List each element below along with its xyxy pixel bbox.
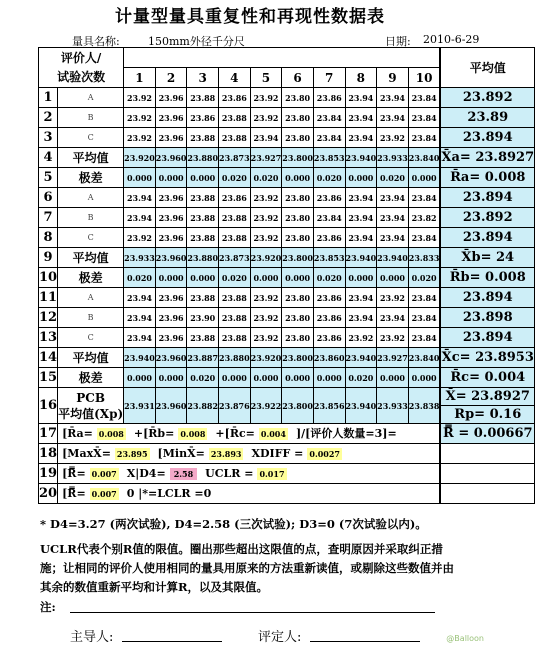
formula-value: 23.895 [116, 449, 148, 459]
formula-value: 0.008 [98, 429, 124, 439]
data-cell: 23.92 [377, 128, 409, 148]
table-row [39, 308, 535, 328]
data-cell: 0.020 [408, 268, 440, 288]
data-cell: 0.000 [408, 368, 440, 388]
row-index: 18 [39, 444, 58, 464]
data-cell: 23.838 [408, 388, 440, 424]
table-row [39, 388, 535, 406]
data-cell: 23.86 [313, 228, 345, 248]
row-index: 17 [39, 424, 58, 444]
average-header: 平均值 [441, 48, 535, 88]
data-cell: 23.94 [377, 88, 409, 108]
data-cell: 23.940 [345, 388, 377, 424]
data-cell: 23.94 [377, 308, 409, 328]
data-cell: 0.020 [377, 168, 409, 188]
data-cell: 0.020 [250, 168, 282, 188]
data-cell: 23.84 [408, 308, 440, 328]
data-cell: 23.876 [219, 388, 251, 424]
data-cell: 23.880 [187, 148, 219, 168]
data-cell: 23.933 [377, 148, 409, 168]
row-summary: 23.89 [441, 108, 535, 128]
formula-row [39, 464, 535, 484]
data-cell: 23.92 [250, 308, 282, 328]
data-cell: 23.94 [345, 188, 377, 208]
row-index: 1 [39, 88, 58, 108]
row-index: 7 [39, 208, 58, 228]
note-line [70, 612, 435, 613]
data-cell: 23.940 [345, 348, 377, 368]
appraiser-letter: B [58, 308, 124, 328]
data-cell: 23.80 [282, 308, 314, 328]
row-index: 5 [39, 168, 58, 188]
data-cell: 23.927 [250, 148, 282, 168]
data-cell: 23.96 [155, 128, 187, 148]
data-cell: 23.80 [282, 108, 314, 128]
data-cell: 0.000 [124, 168, 156, 188]
data-cell: 23.92 [250, 328, 282, 348]
formula-row [39, 424, 535, 444]
data-cell: 23.88 [219, 128, 251, 148]
data-cell: 23.873 [219, 148, 251, 168]
data-cell: 23.882 [187, 388, 219, 424]
formula-value: 0.008 [180, 429, 206, 439]
data-cell: 0.000 [282, 268, 314, 288]
row-index: 13 [39, 328, 58, 348]
formula-label: XDIFF = [251, 447, 304, 460]
column-header: 3 [187, 68, 219, 88]
data-cell: 23.92 [377, 328, 409, 348]
row-index: 2 [39, 108, 58, 128]
data-cell: 23.853 [313, 148, 345, 168]
formula-cell [58, 424, 440, 444]
column-header: 10 [408, 68, 440, 88]
row-index: 4 [39, 148, 58, 168]
row-index: 19 [39, 464, 58, 484]
data-cell: 0.000 [377, 268, 409, 288]
data-cell: 23.92 [250, 208, 282, 228]
data-cell: 0.000 [155, 168, 187, 188]
data-cell: 23.86 [313, 88, 345, 108]
data-cell: 23.84 [408, 288, 440, 308]
formula-value: 23.893 [210, 449, 242, 459]
appraiser-letter: C [58, 228, 124, 248]
data-cell: 23.94 [124, 288, 156, 308]
row-summary: 23.892 [441, 208, 535, 228]
appraiser-letter: A [58, 88, 124, 108]
data-cell: 23.92 [250, 228, 282, 248]
data-cell: 23.84 [408, 328, 440, 348]
data-cell: 23.840 [408, 348, 440, 368]
row-label: 平均值 [58, 248, 124, 268]
average-range: R̿ = 0.00667 [441, 424, 535, 444]
table-row [39, 168, 535, 188]
data-cell: 23.96 [155, 88, 187, 108]
data-cell: 23.80 [282, 208, 314, 228]
row-summary: R̄c= 0.004 [441, 368, 535, 388]
formula-value: 0.007 [91, 489, 117, 499]
data-cell: 23.90 [187, 308, 219, 328]
data-cell: 23.922 [250, 388, 282, 424]
data-cell: 23.92 [124, 128, 156, 148]
row-summary: X̄c= 23.8953 [441, 348, 535, 368]
formula-label: [R̄a= [62, 427, 93, 440]
data-cell: 0.000 [313, 368, 345, 388]
table-row [39, 148, 535, 168]
data-cell: 23.960 [155, 248, 187, 268]
data-cell: 23.920 [124, 148, 156, 168]
table-row [39, 288, 535, 308]
column-header: 7 [313, 68, 345, 88]
data-cell: 0.000 [250, 268, 282, 288]
data-cell: 0.020 [124, 268, 156, 288]
evaluator-label: 评定人: [258, 630, 302, 645]
row-index: 8 [39, 228, 58, 248]
table-row [39, 368, 535, 388]
supervisor-line [122, 641, 222, 642]
pcb-label: PCB [76, 390, 105, 405]
data-cell: 23.96 [155, 308, 187, 328]
row-summary: 23.894 [441, 228, 535, 248]
data-cell: 23.92 [345, 328, 377, 348]
data-cell: 23.94 [345, 88, 377, 108]
row-summary: 23.894 [441, 188, 535, 208]
data-cell: 23.800 [282, 148, 314, 168]
data-cell: 23.84 [408, 188, 440, 208]
data-cell: 0.000 [155, 368, 187, 388]
row-index: 11 [39, 288, 58, 308]
gauge-name-label: 量具名称: [72, 35, 120, 48]
row-index: 12 [39, 308, 58, 328]
data-cell: 0.020 [313, 168, 345, 188]
formula-row [39, 444, 535, 464]
data-cell: 23.840 [408, 148, 440, 168]
row-label: 平均值 [58, 348, 124, 368]
data-cell: 0.000 [187, 168, 219, 188]
data-cell: 23.92 [124, 108, 156, 128]
data-cell: 23.82 [408, 208, 440, 228]
trials-header: 试验次数 [39, 68, 124, 88]
column-header: 1 [124, 68, 156, 88]
table-row [39, 348, 535, 368]
data-cell: 23.88 [219, 328, 251, 348]
data-cell: 23.96 [155, 288, 187, 308]
data-cell: 23.933 [377, 388, 409, 424]
data-cell: 23.84 [313, 128, 345, 148]
data-cell: 0.000 [250, 368, 282, 388]
data-cell: 23.84 [313, 208, 345, 228]
formula-label: 0 |*=LCLR =0 [126, 487, 212, 500]
data-cell: 23.88 [219, 288, 251, 308]
formula-value: 0.0027 [309, 449, 340, 459]
data-cell: 23.856 [313, 388, 345, 424]
row-index: 15 [39, 368, 58, 388]
page-title: 计量型量具重复性和再现性数据表 [115, 7, 385, 27]
data-cell: 0.000 [219, 368, 251, 388]
row-label: 平均值 [58, 148, 124, 168]
row-summary: R̄b= 0.008 [441, 268, 535, 288]
data-cell: 23.94 [124, 328, 156, 348]
data-cell: 23.94 [345, 288, 377, 308]
formula-value: 0.004 [260, 429, 286, 439]
data-cell: 23.880 [219, 348, 251, 368]
data-cell: 0.020 [219, 168, 251, 188]
data-cell: 23.88 [187, 328, 219, 348]
appraiser-letter: A [58, 288, 124, 308]
data-cell: 23.94 [345, 128, 377, 148]
row-index: 10 [39, 268, 58, 288]
evaluator-line [310, 641, 420, 642]
data-cell: 0.000 [155, 268, 187, 288]
data-cell: 23.84 [408, 128, 440, 148]
data-cell: 0.000 [282, 368, 314, 388]
data-cell: 23.80 [282, 88, 314, 108]
appraiser-letter: C [58, 128, 124, 148]
gauge-name-value: 150mm外径千分尺 [148, 35, 245, 48]
data-cell: 23.86 [313, 288, 345, 308]
data-cell: 23.86 [219, 188, 251, 208]
data-cell: 23.86 [313, 188, 345, 208]
data-cell: 23.80 [282, 288, 314, 308]
data-cell: 23.88 [187, 88, 219, 108]
watermark-logo: @Balloon [446, 634, 484, 643]
formula-label: ]/[评价人数量=3]= [295, 427, 397, 440]
row-index: 3 [39, 128, 58, 148]
appraiser-letter: A [58, 188, 124, 208]
data-cell: 23.94 [250, 128, 282, 148]
ucl-note-line-2: 施；让相同的评价人使用相同的量具用原来的方法重新读值，或剔除这些数值并由 [40, 561, 454, 575]
ucl-note-line-1: UCLR代表个别R值的限值。圈出那些超出这限值的点，查明原因并采取纠正措 [40, 542, 443, 556]
data-cell: 23.88 [187, 288, 219, 308]
row-label: 极差 [58, 168, 124, 188]
formula-cell [58, 444, 440, 464]
data-cell: 23.94 [124, 188, 156, 208]
data-cell: 23.80 [282, 188, 314, 208]
data-cell: 23.96 [155, 328, 187, 348]
column-header: 6 [282, 68, 314, 88]
table-row [39, 88, 535, 108]
formula-label: [R̿= [62, 467, 86, 480]
row-summary: X̄a= 23.8927 [441, 148, 535, 168]
row-summary: 23.894 [441, 128, 535, 148]
formula-cell [58, 484, 440, 504]
data-cell: 23.92 [124, 228, 156, 248]
grand-average: X̄= 23.8927 [441, 388, 535, 406]
data-cell: 0.020 [187, 368, 219, 388]
data-cell: 23.84 [408, 108, 440, 128]
table-row [39, 208, 535, 228]
data-cell: 23.880 [187, 248, 219, 268]
data-cell: 23.86 [187, 108, 219, 128]
data-cell: 23.94 [377, 208, 409, 228]
data-cell: 23.80 [282, 328, 314, 348]
column-header: 2 [155, 68, 187, 88]
data-cell: 23.940 [345, 148, 377, 168]
data-cell: 23.96 [155, 228, 187, 248]
data-cell: 23.94 [345, 108, 377, 128]
date-label: 日期: [385, 35, 411, 48]
formula-label: UCLR = [205, 467, 254, 480]
row-index: 20 [39, 484, 58, 504]
data-cell: 23.960 [155, 348, 187, 368]
data-cell: 23.80 [282, 128, 314, 148]
formula-label: [MinX̄= [157, 447, 205, 460]
part-range: Rp= 0.16 [441, 406, 535, 424]
data-cell: 23.88 [187, 208, 219, 228]
data-cell: 23.931 [124, 388, 156, 424]
data-cell: 23.86 [313, 328, 345, 348]
d-factor-note: * D4=3.27 (两次试验), D4=2.58 (三次试验); D3=0 (7次试验以内)。 [40, 517, 427, 531]
data-cell: 23.960 [155, 388, 187, 424]
formula-value: 2.58 [170, 468, 197, 480]
data-cell: 23.94 [124, 308, 156, 328]
table-row [39, 328, 535, 348]
data-cell: 23.92 [250, 188, 282, 208]
data-cell: 23.92 [250, 288, 282, 308]
data-cell: 23.92 [377, 288, 409, 308]
appraiser-letter: B [58, 208, 124, 228]
data-cell: 0.020 [219, 268, 251, 288]
data-table [38, 47, 535, 504]
data-cell: 23.800 [282, 348, 314, 368]
data-cell: 23.94 [345, 208, 377, 228]
data-cell: 23.933 [124, 248, 156, 268]
table-row [39, 188, 535, 208]
data-cell: 23.833 [408, 248, 440, 268]
data-cell: 23.94 [345, 308, 377, 328]
data-cell: 23.84 [313, 108, 345, 128]
data-cell: 23.84 [408, 88, 440, 108]
data-cell: 23.88 [187, 228, 219, 248]
data-cell: 23.960 [155, 148, 187, 168]
data-cell: 23.88 [219, 308, 251, 328]
data-cell: 23.94 [377, 228, 409, 248]
data-cell: 23.94 [345, 228, 377, 248]
row-summary: 23.894 [441, 328, 535, 348]
data-cell: 23.86 [313, 308, 345, 328]
formula-value: 0.017 [259, 469, 285, 479]
row-index: 9 [39, 248, 58, 268]
table-row [39, 108, 535, 128]
data-cell: 23.96 [155, 208, 187, 228]
appraiser-letter: B [58, 108, 124, 128]
table-row [39, 268, 535, 288]
data-cell: 23.96 [155, 108, 187, 128]
data-cell: 0.000 [377, 368, 409, 388]
note-label: 注: [40, 600, 56, 614]
data-cell: 23.940 [377, 248, 409, 268]
data-cell: 23.94 [377, 108, 409, 128]
data-cell: 23.94 [377, 188, 409, 208]
data-cell: 23.88 [187, 188, 219, 208]
date-value: 2010-6-29 [423, 33, 480, 46]
table-row [39, 128, 535, 148]
data-cell: 23.88 [219, 208, 251, 228]
data-cell: 0.020 [345, 368, 377, 388]
row-summary: 23.892 [441, 88, 535, 108]
data-cell: 23.86 [219, 88, 251, 108]
data-cell: 23.84 [408, 228, 440, 248]
formula-label: X|D4= [126, 467, 166, 480]
data-cell: 23.860 [313, 348, 345, 368]
data-cell: 23.940 [124, 348, 156, 368]
data-cell: 23.887 [187, 348, 219, 368]
table-row [39, 228, 535, 248]
data-cell: 23.92 [250, 88, 282, 108]
data-cell: 23.96 [155, 188, 187, 208]
data-cell: 23.88 [219, 108, 251, 128]
formula-label: [MaxX̄= [62, 447, 111, 460]
data-cell: 23.853 [313, 248, 345, 268]
row-index: 16 [39, 388, 58, 424]
column-header: 4 [219, 68, 251, 88]
data-cell: 23.800 [282, 248, 314, 268]
appraiser-letter: C [58, 328, 124, 348]
formula-row [39, 484, 535, 504]
formula-label: [R̿= [62, 487, 86, 500]
data-cell: 0.000 [408, 168, 440, 188]
column-header: 9 [377, 68, 409, 88]
data-cell: 23.927 [377, 348, 409, 368]
column-header: 5 [250, 68, 282, 88]
row-label: 极差 [58, 268, 124, 288]
data-cell: 0.000 [345, 268, 377, 288]
data-cell: 23.88 [187, 128, 219, 148]
row-label-pcb [58, 388, 124, 424]
formula-value: 0.007 [91, 469, 117, 479]
row-summary: 23.898 [441, 308, 535, 328]
data-cell: 23.800 [282, 388, 314, 424]
data-cell: 23.920 [250, 348, 282, 368]
supervisor-label: 主导人: [70, 630, 114, 645]
row-summary: X̄b= 24 [441, 248, 535, 268]
row-index: 6 [39, 188, 58, 208]
row-index: 14 [39, 348, 58, 368]
row-label: 极差 [58, 368, 124, 388]
part-average-label: 平均值(Xp) [58, 406, 124, 421]
data-cell: 0.020 [313, 268, 345, 288]
data-cell: 23.873 [219, 248, 251, 268]
formula-label: +[R̄c= [215, 427, 255, 440]
formula-label: +[R̄b= [133, 427, 175, 440]
data-cell: 23.92 [124, 88, 156, 108]
column-header: 8 [345, 68, 377, 88]
data-cell: 23.94 [124, 208, 156, 228]
data-cell: 23.92 [250, 108, 282, 128]
data-cell: 0.000 [282, 168, 314, 188]
data-cell: 0.000 [124, 368, 156, 388]
data-cell: 23.920 [250, 248, 282, 268]
appraiser-header: 评价人/ [39, 48, 124, 68]
table-row [39, 248, 535, 268]
data-cell: 23.940 [345, 248, 377, 268]
data-cell: 23.88 [219, 228, 251, 248]
data-cell: 0.000 [345, 168, 377, 188]
data-cell: 23.80 [282, 228, 314, 248]
data-cell: 0.000 [187, 268, 219, 288]
row-summary: R̄a= 0.008 [441, 168, 535, 188]
formula-cell [58, 464, 440, 484]
row-summary: 23.894 [441, 288, 535, 308]
ucl-note-line-3: 其余的数值重新平均和计算R，以及其限值。 [40, 580, 269, 594]
